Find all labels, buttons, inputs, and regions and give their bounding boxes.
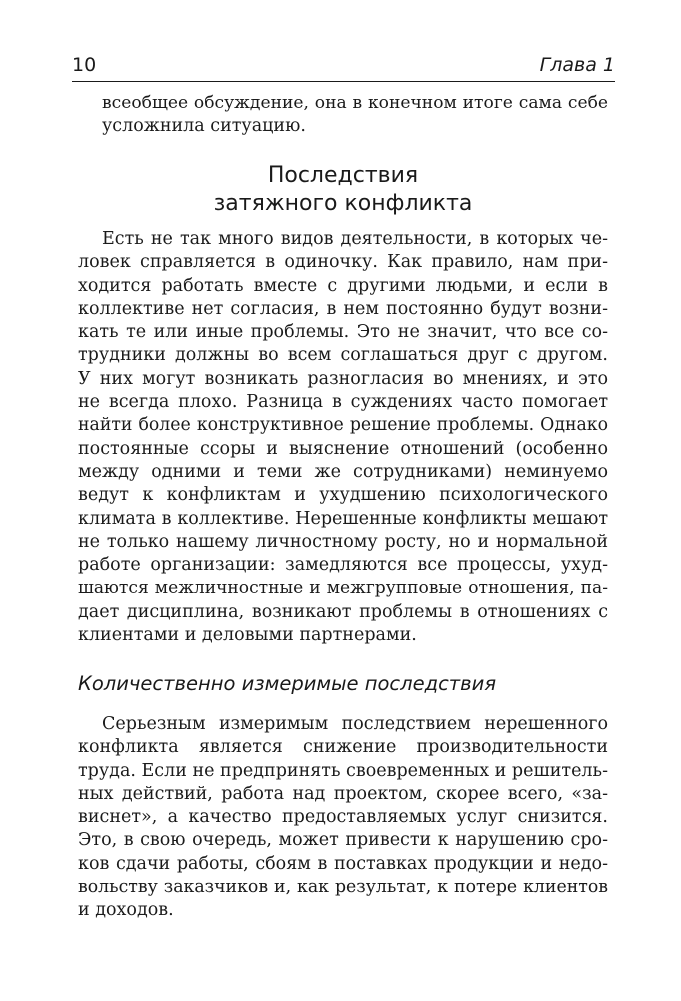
section-title-line: затяжного конфликта bbox=[213, 191, 473, 216]
text-line: вольству заказчиков и, как результат, к потере клиентов bbox=[78, 877, 608, 898]
text-line: не всегда плохо. Разница в суждениях часто помогает bbox=[78, 392, 608, 413]
text-line: ловек справляется в одиночку. Как правило, нам при- bbox=[78, 252, 608, 273]
text-line: трудники должны во всем соглашаться друг с другом. bbox=[78, 345, 608, 366]
text-line: Серьезным измеримым последствием нерешенного bbox=[102, 714, 608, 734]
header-rule bbox=[72, 81, 615, 82]
text-line: всеобщее обсуждение, она в конечном итоге сама себе bbox=[102, 93, 608, 113]
text-line: коллективе нет согласия, в нем постоянно будут возни- bbox=[78, 298, 608, 319]
text-line: дает дисциплина, возникают проблемы в отношениях с bbox=[78, 601, 608, 622]
text-line: найти более конструктивное решение проблемы. Однако bbox=[78, 415, 608, 436]
text-line: и доходов. bbox=[78, 900, 174, 921]
paragraph-2 bbox=[78, 713, 608, 923]
paragraph-1 bbox=[78, 228, 608, 647]
page-number: 10 bbox=[72, 54, 97, 76]
intro-paragraph bbox=[78, 92, 608, 139]
text-line: Есть не так много видов деятельности, в которых че- bbox=[102, 229, 608, 249]
text-line: между одними и теми же сотрудниками) неминуемо bbox=[78, 461, 608, 482]
section-title-line: Последствия bbox=[267, 163, 419, 188]
text-line: Это, в свою очередь, может привести к нарушению сро- bbox=[78, 830, 608, 851]
text-line: постоянные ссоры и выяснение отношений (особенно bbox=[78, 438, 608, 459]
text-line: ведут к конфликтам и ухудшению психологического bbox=[78, 485, 608, 506]
running-header bbox=[72, 52, 615, 84]
text-line: У них могут возникать разногласия во мнениях, и это bbox=[78, 368, 608, 389]
text-line: усложнила ситуацию. bbox=[102, 116, 306, 137]
text-line: клиентами и деловыми партнерами. bbox=[78, 625, 417, 646]
text-line: кать те или иные проблемы. Это не значит, что все со- bbox=[78, 322, 608, 343]
text-line: климата в коллективе. Нерешенные конфликты мешают bbox=[78, 508, 608, 529]
text-line: работе организации: замедляются все процессы, ухуд- bbox=[78, 555, 608, 576]
chapter-label: Глава 1 bbox=[539, 54, 615, 76]
text-line: ков сдачи работы, сбоям в поставках продукции и недо- bbox=[78, 853, 608, 874]
text-line: виснет», а качество предоставляемых услуг снизится. bbox=[78, 807, 608, 828]
text-line: конфликта является снижение производительности bbox=[78, 737, 608, 758]
text-line: не только нашему личностному росту, но и нормальной bbox=[78, 531, 608, 552]
subsection-title: Количественно измеримые последствия bbox=[78, 672, 497, 695]
section-title bbox=[72, 162, 614, 218]
text-line: труда. Если не предпринять своевременных и решитель- bbox=[78, 760, 608, 781]
text-line: ходится работать вместе с другими людьми, и если в bbox=[78, 275, 608, 296]
text-line: шаются межличностные и межгрупповые отношения, па- bbox=[78, 578, 608, 599]
text-line: ных действий, работа над проектом, скорее всего, «за- bbox=[78, 783, 608, 804]
